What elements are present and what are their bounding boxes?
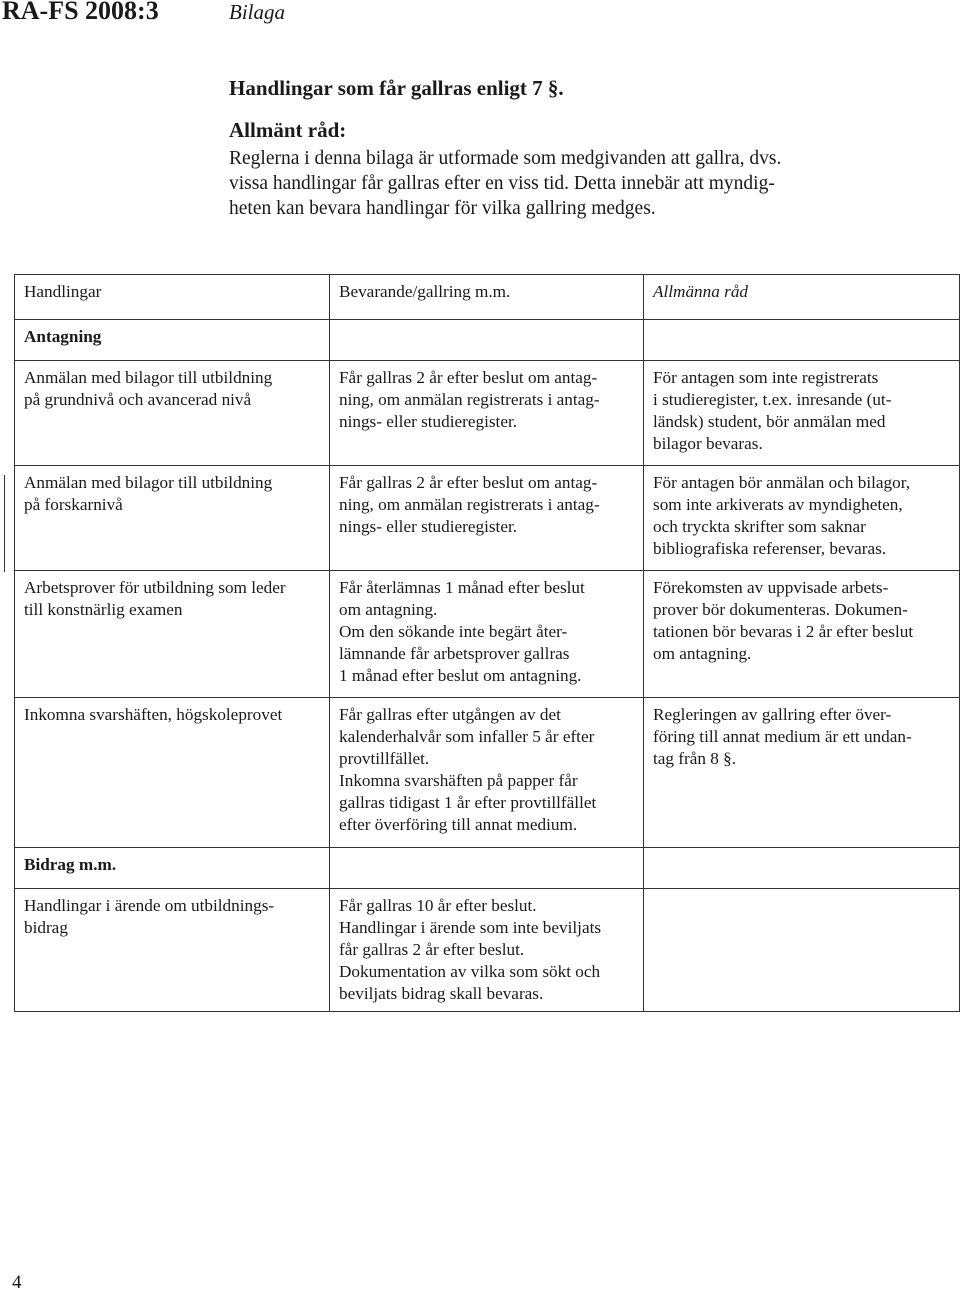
table-row (15, 571, 960, 698)
advice-cell: För antagen som inte registrerats i studieregister, t.ex. inresande (ut- ländsk) student, bör anmälan med bilagor bevaras. (644, 361, 960, 466)
retention-cell: Får gallras 2 år efter beslut om antag- ning, om anmälan registrerats i antag- nings- eller studieregister. (330, 466, 644, 571)
retention-cell: Får gallras 2 år efter beslut om antag- ning, om anmälan registrerats i antag- nings- eller studieregister. (330, 361, 644, 466)
page-number: 4 (12, 1272, 22, 1293)
column-header-documents: Handlingar (15, 275, 330, 320)
advice-cell: För antagen bör anmälan och bilagor, som inte arkiverats av myndigheten, och tryckta skrifter som saknar bibliografiska referenser, bevaras. (644, 466, 960, 571)
table-row (15, 698, 960, 848)
advice-line: heten kan bevara handlingar för vilka gallring medges. (229, 198, 656, 219)
advice-title: Allmänt råd: (229, 118, 347, 142)
advice-cell: Förekomsten av uppvisade arbets- prover bör dokumenteras. Dokumen- tationen bör bevaras i 2 år efter beslut om antagning. (644, 571, 960, 698)
section-title-antagning: Antagning (15, 320, 330, 361)
section-title-bidrag: Bidrag m.m. (15, 848, 330, 889)
section-row (15, 320, 960, 361)
column-header-advice: Allmänna råd (644, 275, 960, 320)
page-heading: Handlingar som får gallras enligt 7 §. (229, 76, 564, 100)
retention-cell: Får gallras 10 år efter beslut. Handlingar i ärende som inte beviljats får gallras 2 år efter beslut. Dokumentation av vilka som sökt och beviljats bidrag skall bevaras. (330, 889, 644, 1012)
advice-cell: Regleringen av gallring efter över- föring till annat medium är ett undan- tag från 8 §. (644, 698, 960, 848)
advice-body (229, 146, 929, 221)
document-cell: Handlingar i ärende om utbildnings- bidrag (15, 889, 330, 1012)
document-cell: Arbetsprover för utbildning som leder till konstnärlig examen (15, 571, 330, 698)
document-code: RA-FS 2008:3 (2, 0, 159, 25)
advice-cell (644, 889, 960, 1012)
section-row (15, 848, 960, 889)
document-cell: Anmälan med bilagor till utbildning på forskarnivå (15, 466, 330, 571)
change-bar (4, 475, 5, 572)
table-row (15, 466, 960, 571)
advice-line: Reglerna i denna bilaga är utformade som medgivanden att gallra, dvs. (229, 148, 782, 169)
advice-line: vissa handlingar får gallras efter en viss tid. Detta innebär att myndig- (229, 173, 775, 194)
appendix-label: Bilaga (229, 0, 285, 24)
table-row (15, 889, 960, 1012)
document-cell: Anmälan med bilagor till utbildning på grundnivå och avancerad nivå (15, 361, 330, 466)
retention-table (14, 274, 960, 1012)
column-header-retention: Bevarande/gallring m.m. (330, 275, 644, 320)
column-header-row (15, 275, 960, 320)
retention-cell: Får återlämnas 1 månad efter beslut om antagning. Om den sökande inte begärt åter- lämnande får arbetsprover gallras 1 månad efter beslut om antagning. (330, 571, 644, 698)
document-cell: Inkomna svarshäften, högskoleprovet (15, 698, 330, 848)
table-row (15, 361, 960, 466)
retention-cell: Får gallras efter utgången av det kalenderhalvår som infaller 5 år efter provtillfället. Inkomna svarshäften på papper får gallras tidigast 1 år efter provtillfället efter överföring till annat medium. (330, 698, 644, 848)
